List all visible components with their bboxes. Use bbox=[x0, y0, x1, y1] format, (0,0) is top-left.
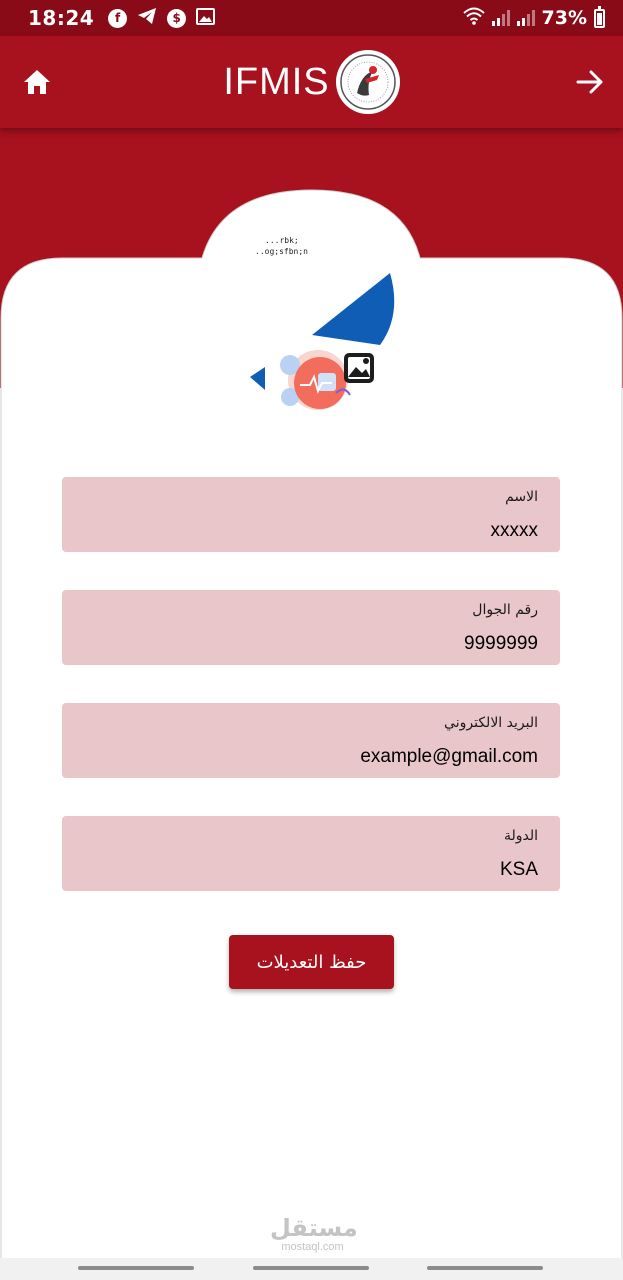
home-button[interactable] bbox=[20, 66, 54, 98]
nav-handle[interactable] bbox=[78, 1266, 194, 1270]
nav-handle[interactable] bbox=[253, 1266, 369, 1270]
name-field[interactable] bbox=[62, 477, 560, 552]
s-app-icon: $ bbox=[167, 9, 186, 28]
name-value[interactable]: xxxxx bbox=[490, 520, 538, 541]
battery-icon bbox=[594, 9, 605, 28]
mobile-label: رقم الجوال bbox=[472, 602, 538, 618]
arrow-right-icon bbox=[576, 70, 604, 94]
facebook-icon: f bbox=[108, 9, 127, 28]
watermark-sub: mostaql.com bbox=[281, 1241, 344, 1253]
broken-image-text: ...rbk; ..og;sfbn;n bbox=[255, 236, 308, 256]
app-title: IFMIS bbox=[223, 60, 330, 103]
email-value[interactable]: example@gmail.com bbox=[360, 746, 538, 767]
gallery-icon bbox=[196, 8, 215, 29]
battery-percent: 73% bbox=[541, 7, 587, 29]
signal-icon bbox=[517, 10, 535, 26]
home-icon bbox=[23, 69, 51, 95]
country-label: الدولة bbox=[503, 828, 538, 844]
mostaql-watermark bbox=[270, 1214, 358, 1253]
status-bar bbox=[0, 0, 623, 36]
email-label: البريد الالكتروني bbox=[444, 715, 538, 731]
wifi-icon bbox=[463, 7, 485, 29]
mobile-field[interactable] bbox=[62, 590, 560, 665]
forward-button[interactable] bbox=[573, 66, 607, 98]
status-indicators bbox=[463, 7, 611, 29]
status-time: 18:24 bbox=[28, 6, 95, 30]
status-app-icons bbox=[108, 7, 215, 29]
nav-handle[interactable] bbox=[427, 1266, 543, 1270]
mobile-value[interactable]: 9999999 bbox=[464, 633, 538, 654]
brand bbox=[223, 50, 399, 114]
watermark-main: مستقل bbox=[270, 1214, 358, 1242]
email-field[interactable] bbox=[62, 703, 560, 778]
telegram-icon bbox=[137, 7, 157, 29]
name-label: الاسم bbox=[505, 489, 538, 505]
ifmis-logo bbox=[336, 50, 400, 114]
app-bar bbox=[0, 36, 623, 128]
profile-avatar-image[interactable] bbox=[240, 225, 400, 410]
country-field[interactable] bbox=[62, 816, 560, 891]
country-value[interactable]: KSA bbox=[499, 859, 538, 880]
system-nav-bar bbox=[0, 1258, 623, 1280]
save-changes-button[interactable]: حفظ التعديلات bbox=[229, 935, 394, 989]
signal-icon bbox=[492, 10, 510, 26]
